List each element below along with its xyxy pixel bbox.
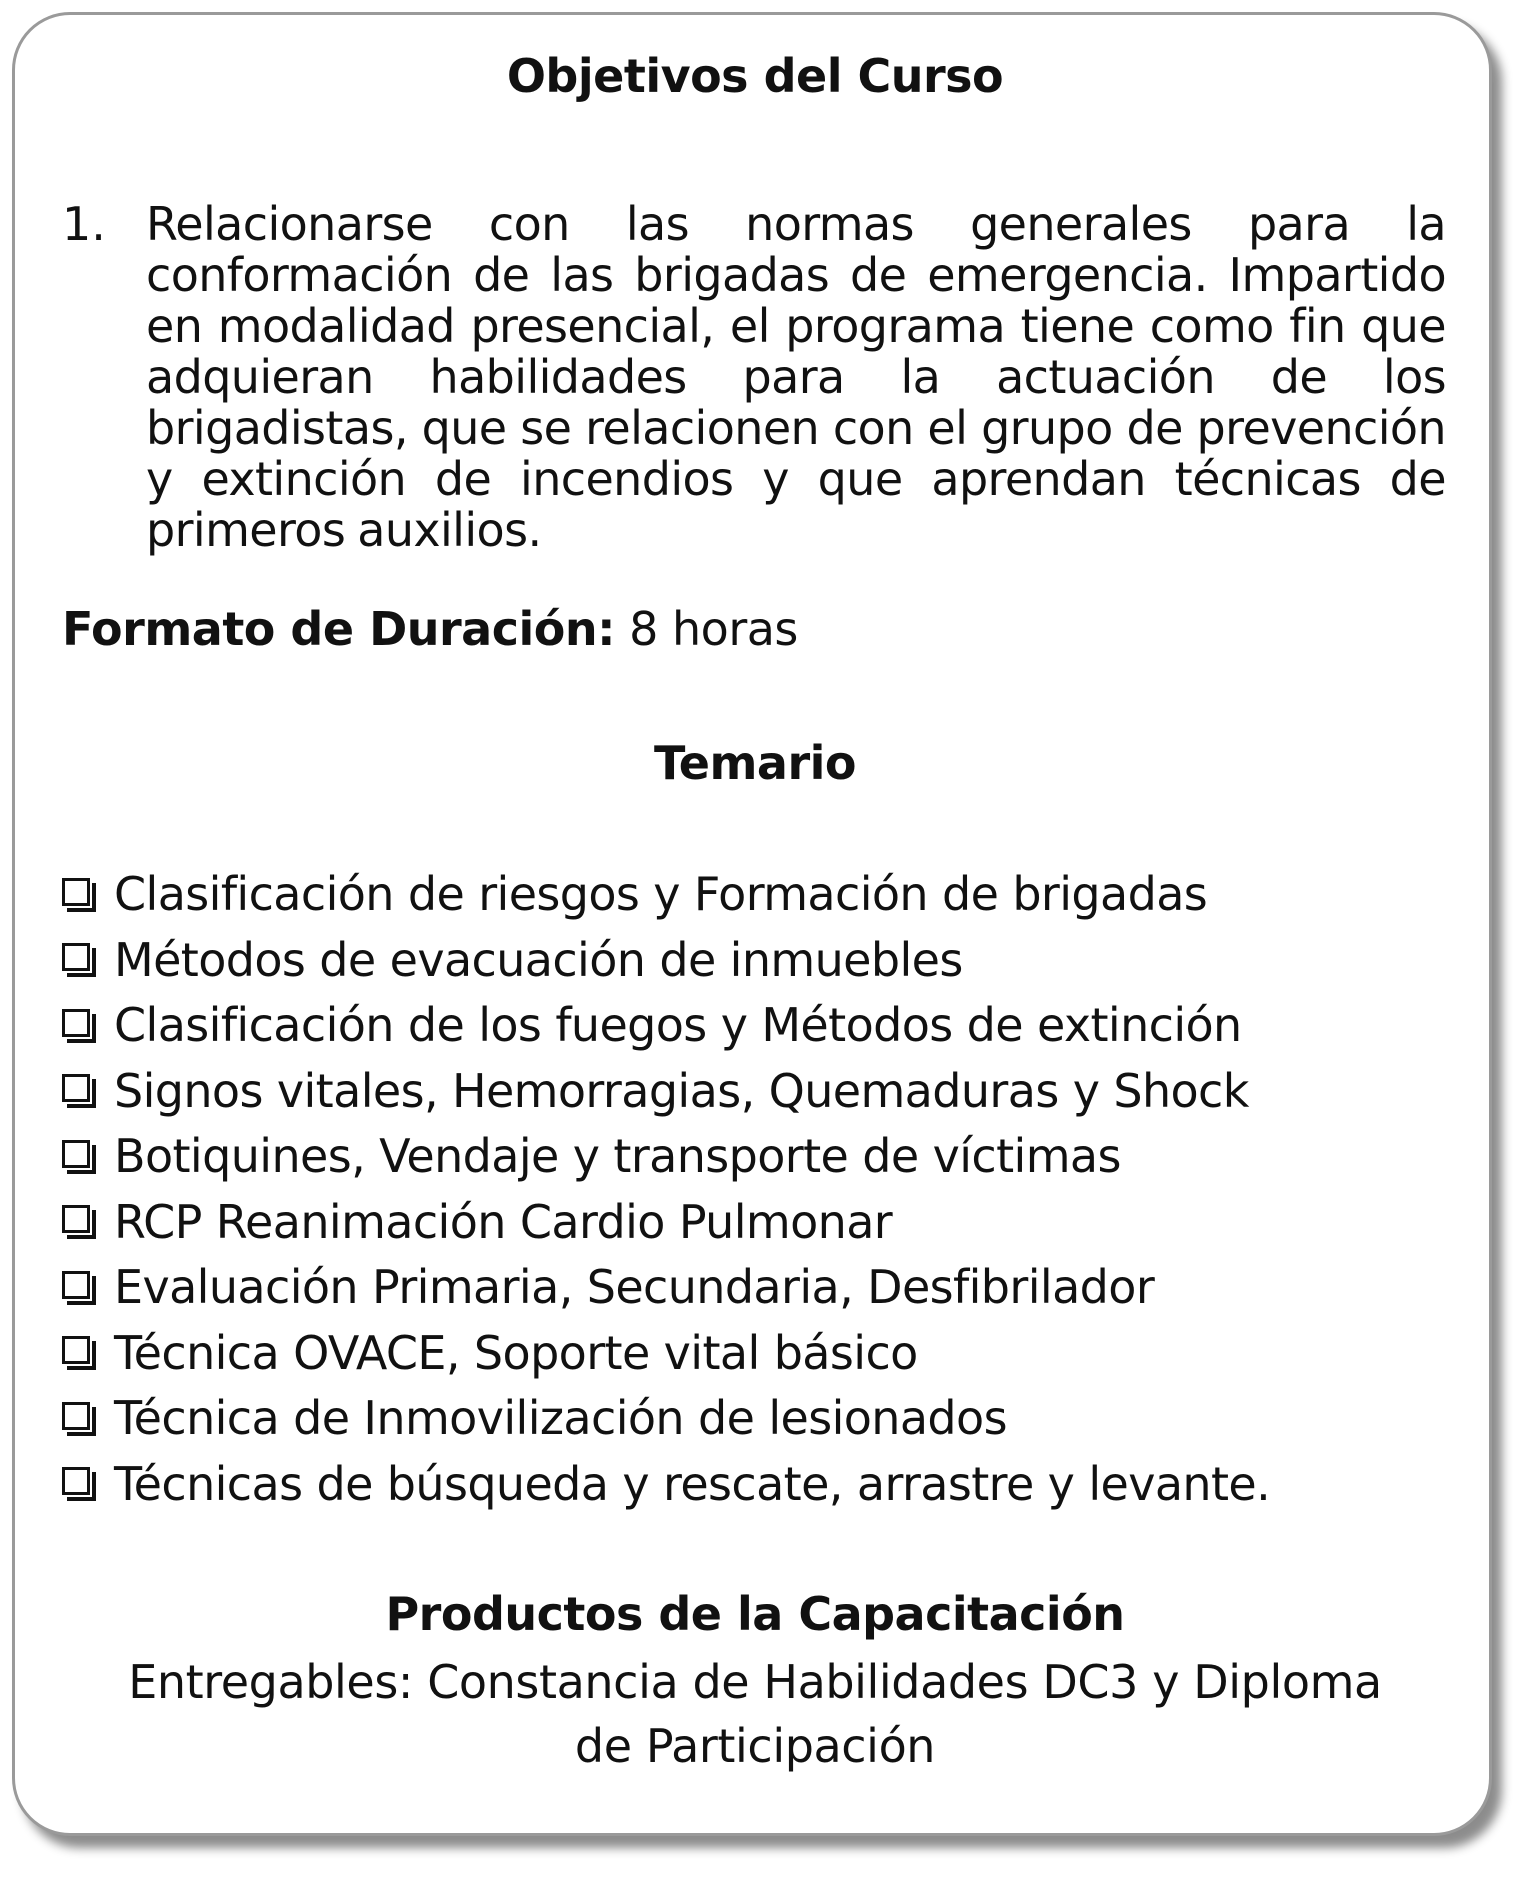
products-title: Productos de la Capacitación bbox=[385, 1587, 1125, 1641]
objectives-title: Objetivos del Curso bbox=[506, 49, 1004, 103]
list-item bbox=[62, 1452, 1462, 1518]
checkbox-icon bbox=[62, 1336, 96, 1370]
objective-text: Relacionarse con las normas generales para la conformación de las brigadas de emergencia. Impartido en modalidad presencial, el programa tiene como fin que adquieran habilidades para la actuación de los brigadistas, que se relacionen con el grupo de prevención y extinción de incendios y que aprendan técnicas de primeros auxilios. bbox=[146, 197, 1446, 557]
checkbox-icon bbox=[62, 878, 96, 912]
checkbox-icon bbox=[62, 1271, 96, 1305]
checkbox-icon bbox=[62, 1205, 96, 1239]
duration-value: 8 horas bbox=[629, 602, 798, 656]
syllabus-item-label: Clasificación de riesgos y Formación de brigadas bbox=[114, 867, 1208, 921]
deliverables-line-1: Entregables: Constancia de Habilidades DC3 y Diploma bbox=[128, 1655, 1382, 1709]
syllabus-item-label: Técnicas de búsqueda y rescate, arrastre y levante. bbox=[114, 1456, 1271, 1511]
syllabus-item-label: Botiquines, Vendaje y transporte de víctimas bbox=[114, 1129, 1121, 1183]
list-item bbox=[62, 1190, 1462, 1256]
list-item bbox=[62, 1059, 1462, 1125]
list-item bbox=[62, 928, 1462, 994]
list-item bbox=[62, 862, 1462, 928]
syllabus-item-label: RCP Reanimación Cardio Pulmonar bbox=[114, 1194, 893, 1249]
syllabus-title: Temario bbox=[654, 736, 856, 790]
products-deliverables bbox=[0, 1650, 1510, 1778]
deliverables-line-2: de Participación bbox=[574, 1719, 936, 1773]
syllabus-item-label: Evaluación Primaria, Secundaria, Desfibrilador bbox=[114, 1260, 1155, 1314]
checkbox-icon bbox=[62, 1140, 96, 1174]
list-item bbox=[62, 1321, 1462, 1387]
duration-label: Formato de Duración: bbox=[62, 602, 616, 656]
syllabus-item-label: Signos vitales, Hemorragias, Quemaduras y Shock bbox=[114, 1063, 1249, 1118]
checkbox-icon bbox=[62, 943, 96, 977]
objective-number: 1. bbox=[62, 197, 106, 251]
checkbox-icon bbox=[62, 1402, 96, 1436]
syllabus-item-label: Métodos de evacuación de inmuebles bbox=[114, 932, 963, 987]
syllabus-item-label: Técnica OVACE, Soporte vital básico bbox=[114, 1325, 918, 1380]
list-item bbox=[62, 1386, 1462, 1452]
list-item bbox=[62, 1255, 1462, 1321]
syllabus-item-label: Técnica de Inmovilización de lesionados bbox=[114, 1391, 1007, 1445]
list-item bbox=[62, 993, 1462, 1059]
syllabus-item-label: Clasificación de los fuegos y Métodos de extinción bbox=[114, 998, 1242, 1052]
list-item bbox=[62, 1124, 1462, 1190]
checkbox-icon bbox=[62, 1467, 96, 1501]
checkbox-icon bbox=[62, 1009, 96, 1043]
duration-line bbox=[62, 601, 798, 657]
syllabus-list bbox=[62, 862, 1462, 1517]
objective-item bbox=[62, 199, 1446, 556]
checkbox-icon bbox=[62, 1074, 96, 1108]
